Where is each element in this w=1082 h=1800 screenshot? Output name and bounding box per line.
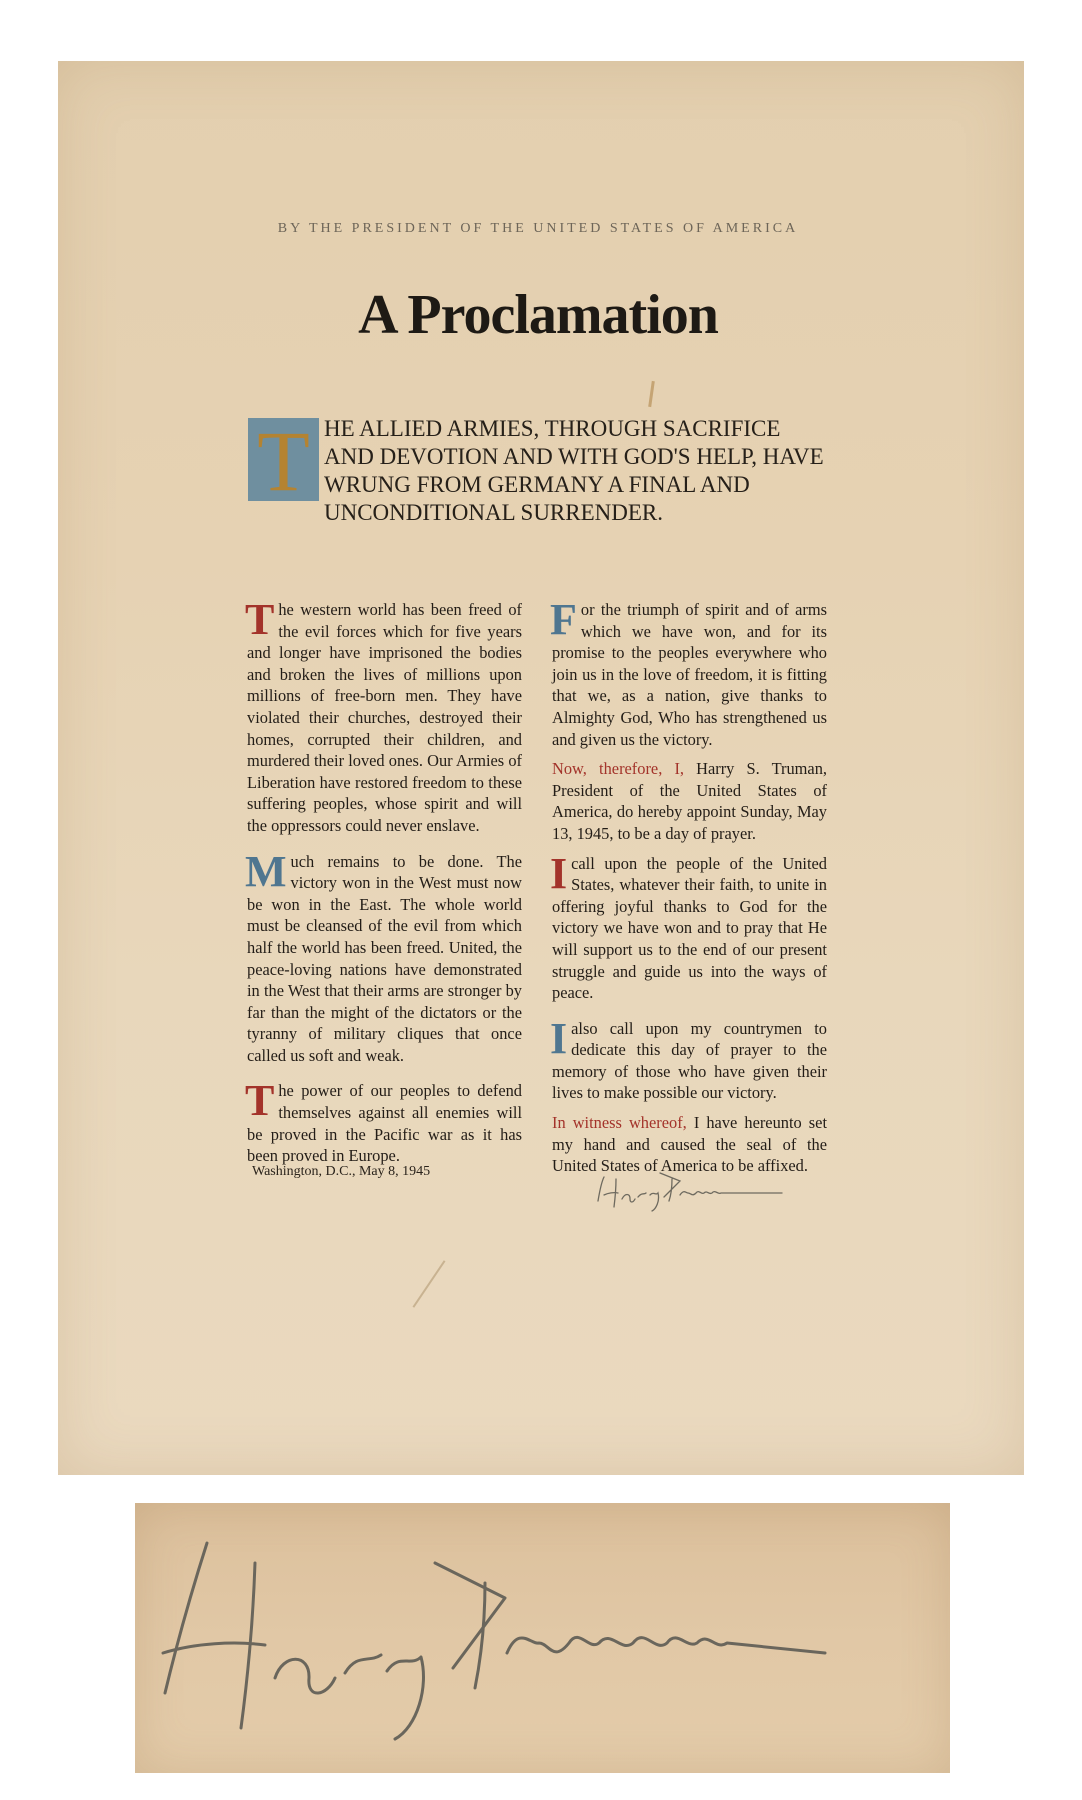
- signature-small: [594, 1159, 794, 1219]
- paragraph-much-remains: [245, 846, 522, 1067]
- paragraph-call-countrymen: [550, 1013, 827, 1104]
- paragraph-text: uch remains to be done. The victory won in the West must now be won in the East. The whole world must be cleansed of the evil from which half the world has been freed. United, the peace-loving nations have demonstrated in the West that their arms are stronger by far than the might of the dictators or the tyranny of military cliques that once called us soft and weak.: [247, 851, 522, 1065]
- paragraph-text: Harry S. Truman, President of the United States of America, do hereby appoint Sunday, May 13, 1945, to be a day of prayer.: [552, 759, 827, 843]
- lead-text: HE ALLIED ARMIES, THROUGH SACRIFICE AND DEVOTION AND WITH GOD'S HELP, HAVE WRUNG FROM GERMANY A FINAL AND UNCONDITIONAL SURRENDER.: [324, 416, 824, 525]
- pencil-mark: [413, 1260, 446, 1308]
- drop-cap: I: [550, 848, 568, 898]
- paragraph-text: I have hereunto set my hand and caused the seal of the United States of America to be affixed.: [552, 1113, 828, 1176]
- paragraph-text: he western world has been freed of the evil forces which for five years and longer have imprisoned the bodies and broken the lives of millions upon millions of free-born men. They have violated their churches, destroyed their homes, corrupted their children, and murdered their loved ones. Our Armies of Liberation have restored freedom to these suffering peoples, whose spirit and will the oppressors could never enslave.: [247, 600, 522, 835]
- drop-cap: I: [550, 1013, 568, 1063]
- lead-paragraph: [248, 415, 826, 527]
- paragraph-triumph: [550, 595, 827, 750]
- rubric-lead: In witness whereof,: [552, 1113, 687, 1133]
- paragraph-text: call upon the people of the United States, whatever their faith, to unite in offering joyful thanks to God for the victory we have won and to pray that He will support us to the end of our present struggle and guide us into the ways of peace.: [552, 853, 827, 1003]
- paragraph-appointment: [552, 758, 827, 844]
- drop-cap: T: [245, 1076, 275, 1126]
- drop-cap: M: [245, 846, 287, 896]
- right-column: [550, 595, 828, 1191]
- drop-cap: F: [550, 595, 577, 644]
- pencil-mark: [648, 381, 655, 407]
- paragraph-western-world: [245, 595, 522, 837]
- page-title: A Proclamation: [358, 284, 718, 346]
- lead-initial: T: [257, 413, 310, 509]
- paragraph-text: he power of our peoples to defend themselves against all enemies will be proved in the Pacific war as it has been proved in Europe.: [247, 1081, 522, 1166]
- signature-large: [135, 1503, 950, 1773]
- signature-detail: [135, 1503, 950, 1773]
- paragraph-text: also call upon my countrymen to dedicate this day of prayer to the memory of those who have given their lives to make possible our victory.: [552, 1018, 827, 1103]
- byline: BY THE PRESIDENT OF THE UNITED STATES OF AMERICA: [277, 221, 799, 236]
- left-column: [245, 595, 522, 1181]
- paragraph-call-people: [550, 848, 827, 1004]
- proclamation-sheet: [58, 61, 1024, 1475]
- lead-initial-box: [248, 413, 319, 509]
- paragraph-text: or the triumph of spirit and of arms which we have won, and for its promise to the peoples everywhere who join us in the love of freedom, it is fitting that we, as a nation, give thanks to Almighty God, Who has strengthened us and given us the victory.: [552, 600, 827, 749]
- rubric-lead: Now, therefore, I,: [552, 759, 684, 779]
- paragraph-power: [245, 1076, 522, 1166]
- drop-cap: T: [245, 595, 275, 644]
- dateline: Washington, D.C., May 8, 1945: [252, 1164, 431, 1179]
